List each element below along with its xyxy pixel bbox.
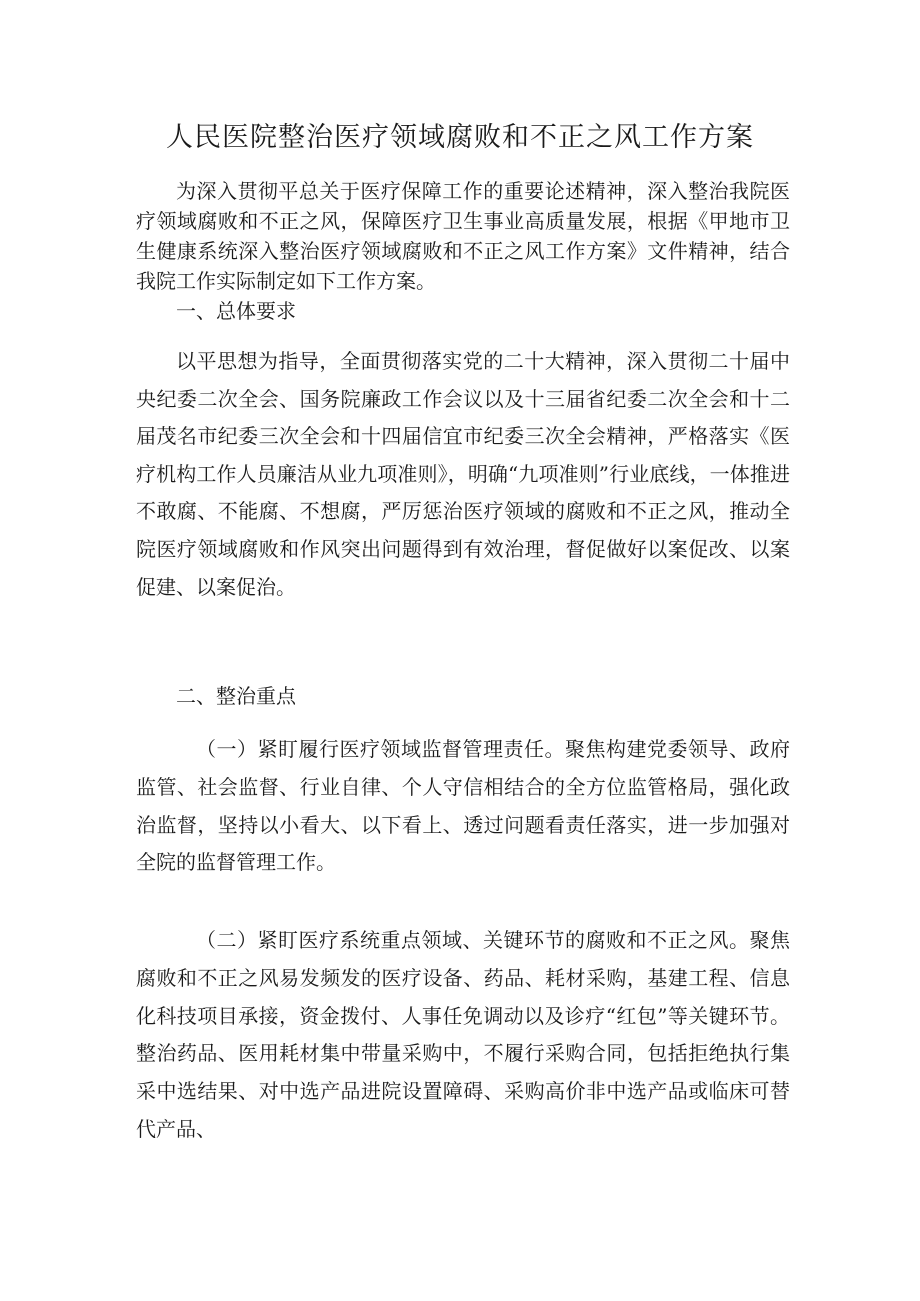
focus-item-1-paragraph: （一）紧盯履行医疗领域监督管理责任。聚焦构建党委领导、政府监管、社会监督、行业自律、个人守信相结合的全方位监管格局，强化政治监督，坚持以小看大、以下看上、透过问题看责任落实，进一步加强对全院的监督管理工作。 — [136, 737, 790, 875]
intro-paragraph: 为深入贯彻平总关于医疗保障工作的重要论述精神，深入整治我院医疗领域腐败和不正之风，保障医疗卫生事业高质量发展，根据《甲地市卫生健康系统深入整治医疗领域腐败和不正之风工作方案》文件精神，结合我院工作实际制定如下工作方案。 — [136, 179, 790, 293]
section-heading-general-requirements: 一、总体要求 — [176, 299, 296, 323]
section-heading-rectification-focus: 二、整治重点 — [176, 684, 296, 708]
focus-item-2-paragraph: （二）紧盯医疗系统重点领域、关键环节的腐败和不正之风。聚焦腐败和不正之风易发频发的医疗设备、药品、耗材采购，基建工程、信息化科技项目承接，资金拨付、人事任免调动以及诊疗“红包”等关键环节。整治药品、医用耗材集中带量采购中，不履行采购合同，包括拒绝执行集采中选结果、对中选产品进院设置障碍、采购高价非中选产品或临床可替代产品、 — [136, 928, 790, 1141]
general-requirements-paragraph: 以平思想为指导，全面贯彻落实党的二十大精神，深入贯彻二十届中央纪委二次全会、国务院廉政工作会议以及十三届省纪委二次全会和十二届茂名市纪委三次全会和十四届信宜市纪委三次全会精神，严格落实《医疗机构工作人员廉洁从业九项准则》，明确“九项准则”行业底线，一体推进不敢腐、不能腐、不想腐，严厉惩治医疗领域的腐败和不正之风，推动全院医疗领域腐败和作风突出问题得到有效治理，督促做好以案促改、以案促建、以案促治。 — [136, 349, 790, 599]
document-title: 人民医院整治医疗领域腐败和不正之风工作方案 — [166, 122, 754, 153]
